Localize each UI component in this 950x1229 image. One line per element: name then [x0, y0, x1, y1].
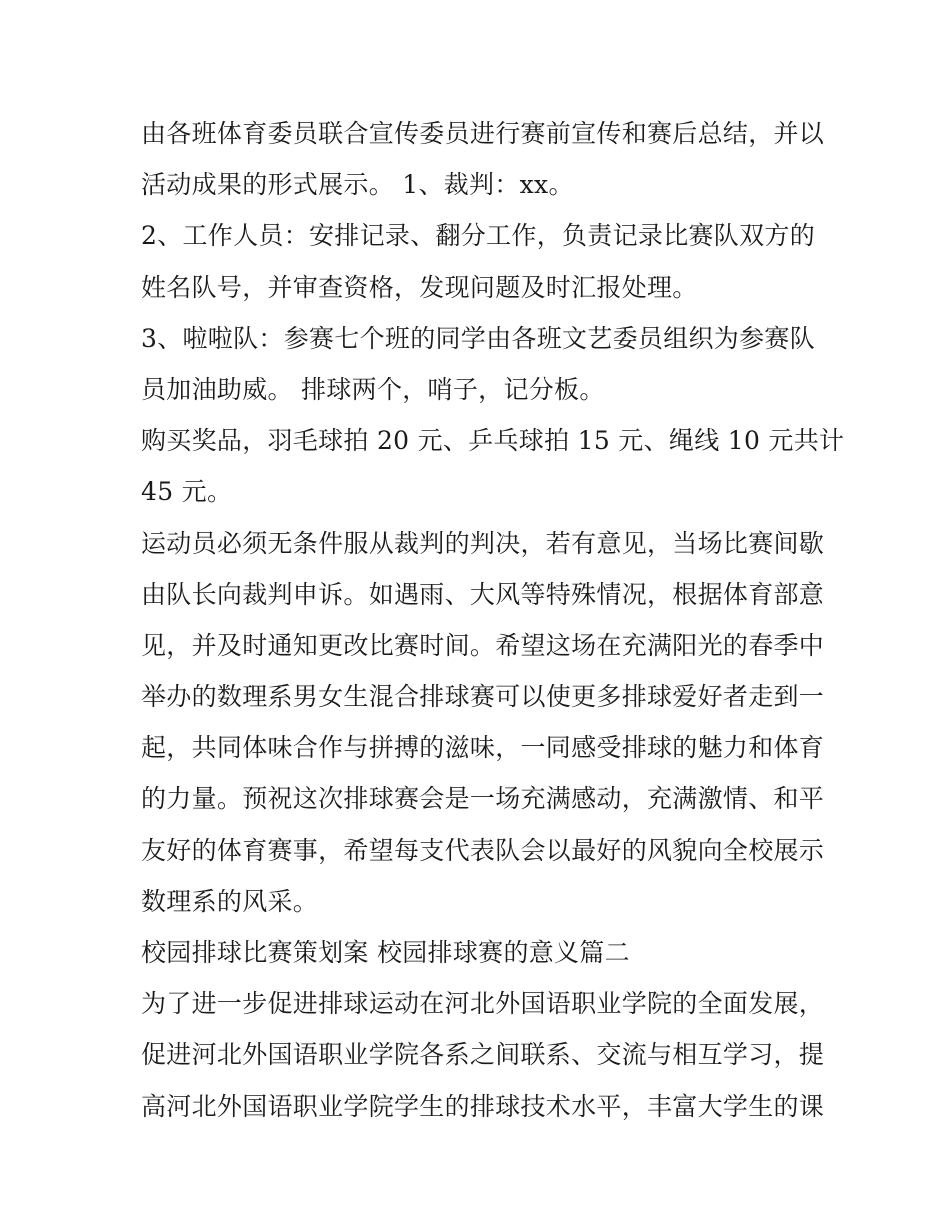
text-line: 45 元。: [141, 477, 233, 507]
text-line: 起，共同体味合作与拼搏的滋味，一同感受排球的魅力和体育: [141, 733, 825, 763]
text-line: 购买奖品，羽毛球拍 20 元、乒乓球拍 15 元、绳线 10 元共计: [141, 426, 845, 456]
text-line: 的力量。预祝这次排球赛会是一场充满感动，充满激情、和平: [141, 784, 825, 814]
text-line: 见，并及时通知更改比赛时间。希望这场在充满阳光的春季中: [141, 630, 825, 660]
text-line: 2、工作人员：安排记录、翻分工作，负责记录比赛队双方的: [141, 221, 816, 251]
text-line: 由各班体育委员联合宣传委员进行赛前宣传和赛后总结，并以: [141, 119, 825, 148]
text-line: 促进河北外国语职业学院各系之间联系、交流与相互学习，提: [141, 1040, 825, 1070]
text-line: 举办的数理系男女生混合排球赛可以使更多排球爱好者走到一: [141, 682, 825, 712]
document-body: [141, 108, 845, 1132]
text-line: 运动员必须无条件服从裁判的判决，若有意见，当场比赛间歇: [141, 528, 825, 558]
text-line: 活动成果的形式展示。 1、裁判：xx。: [141, 170, 574, 200]
text-line: 友好的体育赛事，希望每支代表队会以最好的风貌向全校展示: [141, 835, 825, 865]
text-line: 由队长向裁判申诉。如遇雨、大风等特殊情况，根据体育部意: [141, 579, 825, 609]
text-line: 员加油助威。 排球两个，哨子，记分板。: [141, 374, 605, 404]
text-line: 高河北外国语职业学院学生的排球技术水平，丰富大学生的课: [141, 1091, 825, 1121]
text-line: 为了进一步促进排球运动在河北外国语职业学院的全面发展，: [141, 989, 825, 1019]
section-heading: 校园排球比赛策划案 校园排球赛的意义篇二: [141, 938, 630, 967]
text-line: 数理系的风采。: [141, 886, 319, 916]
text-line: 3、啦啦队：参赛七个班的同学由各班文艺委员组织为参赛队: [141, 323, 816, 353]
text-line: 姓名队号，并审查资格，发现问题及时汇报处理。: [141, 272, 698, 302]
